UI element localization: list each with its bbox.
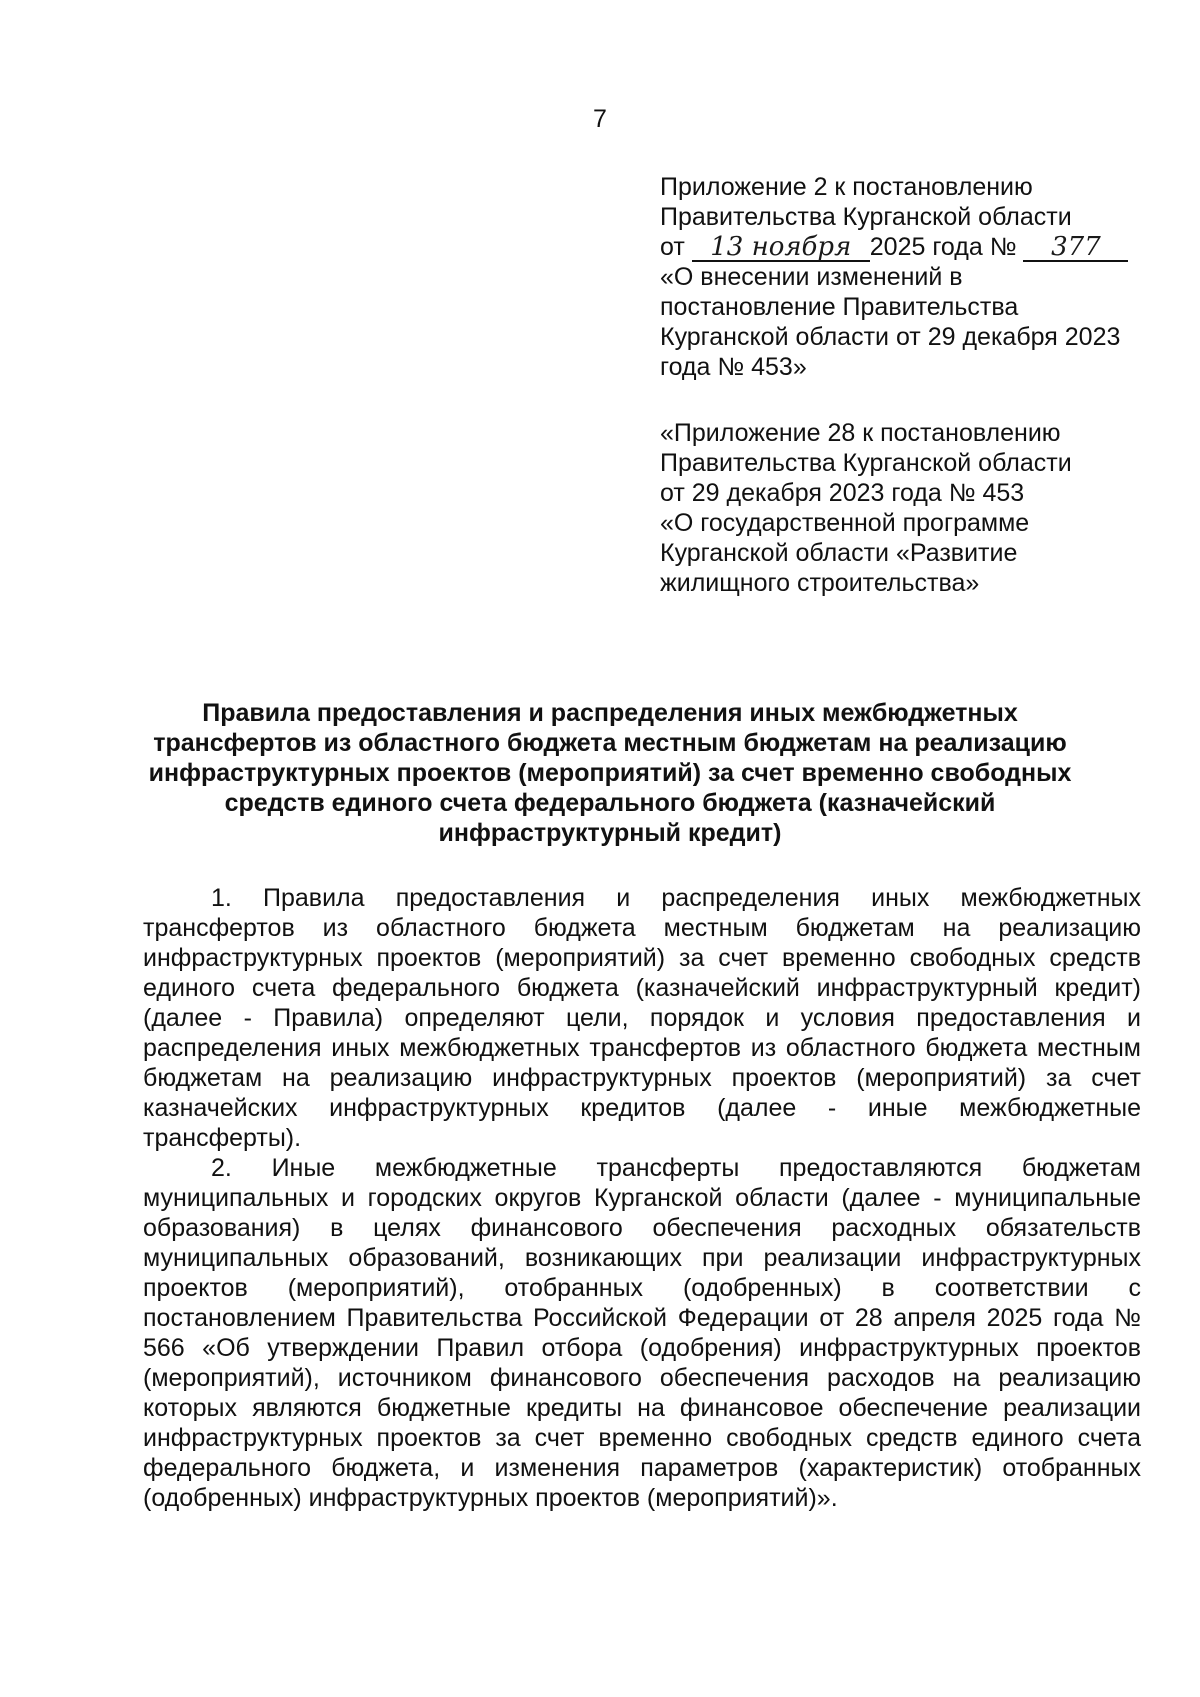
paragraph-2: 2. Иные межбюджетные трансферты предоставляются бюджетам муниципальных и городских округов Курганской области (далее - муниципальные образования) в целях финансового обеспечения расходных обязательств муниципальных образований, возникающих при реализации инфраструктурных проектов (мероприятий), отобранных (одобренных) в соответствии с постановлением Правительства Российской Федерации от 28 апреля 2025 года № 566 «Об утверждении Правил отбора (одобрения) инфраструктурных проектов (мероприятий), источником финансового обеспечения расходов на реализацию которых являются бюджетные кредиты на финансовое обеспечение реализации инфраструктурных проектов за счет временно свободных средств единого счета федерального бюджета, и изменения параметров (характеристик) отобранных (одобренных) инфраструктурных проектов (мероприятий)». — [143, 1154, 1141, 1512]
handwritten-number-text: 377 — [1051, 232, 1101, 262]
original-appendix-header — [660, 418, 1160, 598]
title-line: трансфертов из областного бюджета местным бюджетам на реализацию — [153, 729, 1067, 757]
title-line: Правила предоставления и распределения иных межбюджетных — [202, 699, 1018, 727]
approval-subject-line: года № 453» — [660, 353, 807, 381]
document-title — [145, 698, 1075, 848]
approval-subject-line: Курганской области от 29 декабря 2023 — [660, 323, 1121, 351]
handwritten-date — [692, 234, 870, 262]
approval-date-line — [660, 232, 1160, 262]
appendix-line: Правительства Курганской области — [660, 449, 1072, 477]
appendix-line: жилищного строительства» — [660, 569, 980, 597]
date-prefix: от — [660, 233, 685, 261]
appendix-line: «О государственной программе — [660, 509, 1030, 537]
title-line: инфраструктурный кредит) — [438, 819, 782, 847]
appendix-line: «Приложение 28 к постановлению — [660, 419, 1061, 447]
approval-line: Приложение 2 к постановлению — [660, 173, 1033, 201]
title-line: инфраструктурных проектов (мероприятий) за счет временно свободных — [148, 759, 1072, 787]
paragraph-1: 1. Правила предоставления и распределения иных межбюджетных трансфертов из областного бюджета местным бюджетам на реализацию инфраструктурных проектов (мероприятий) за счет временно свободных средств единого счета федерального бюджета (казначейский инфраструктурный кредит) (далее - Правила) определяют цели, порядок и условия предоставления и распределения иных межбюджетных трансфертов из областного бюджета местным бюджетам на реализацию инфраструктурных проектов (мероприятий) за счет казначейских инфраструктурных кредитов (далее - иные межбюджетные трансферты). — [143, 884, 1141, 1152]
title-line: средств единого счета федерального бюджета (казначейский — [224, 789, 996, 817]
handwritten-number — [1023, 234, 1128, 262]
handwritten-date-text: 13 ноября — [710, 232, 852, 262]
approval-header — [660, 172, 1160, 382]
approval-subject-line: «О внесении изменений в — [660, 263, 963, 291]
approval-subject-line: постановление Правительства — [660, 293, 1019, 321]
appendix-line: Курганской области «Развитие — [660, 539, 1018, 567]
document-body — [143, 883, 1141, 1513]
page-number: 7 — [593, 105, 607, 133]
appendix-line: от 29 декабря 2023 года № 453 — [660, 479, 1025, 507]
date-year: 2025 года № — [869, 233, 1017, 261]
approval-line: Правительства Курганской области — [660, 203, 1072, 231]
